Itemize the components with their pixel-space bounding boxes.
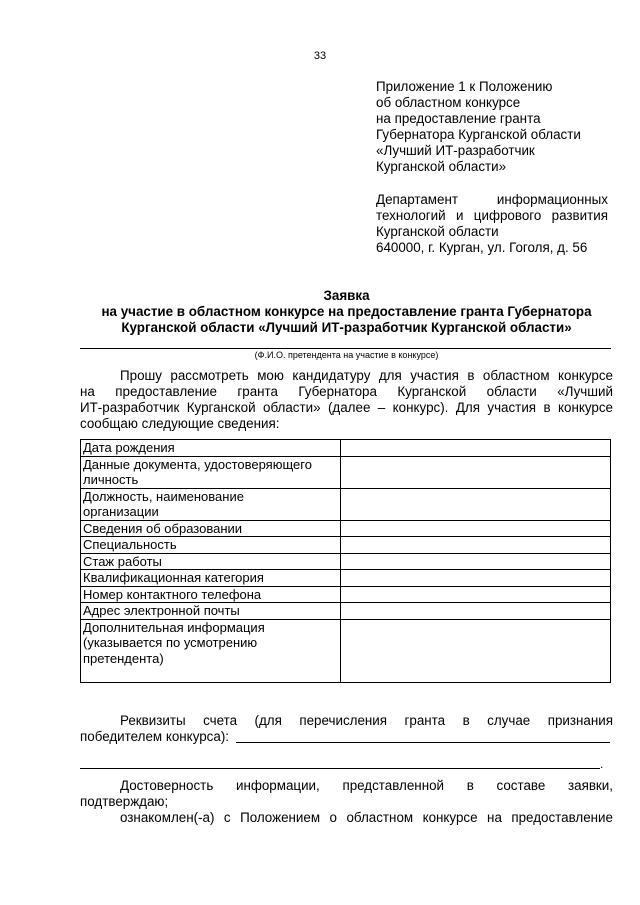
label-line: личность (83, 472, 139, 487)
table-row (81, 619, 611, 682)
row-label (81, 603, 341, 620)
appendix-line: «Лучший ИТ-разработчик (376, 143, 535, 158)
table-row (81, 440, 611, 457)
appendix-line: на предоставление гранта (376, 111, 541, 126)
row-label (81, 520, 341, 537)
table-row (81, 586, 611, 603)
appendix-line: Приложение 1 к Положению (376, 79, 553, 94)
row-label (81, 553, 341, 570)
fio-line (80, 348, 611, 349)
label-line: Адрес электронной почты (83, 603, 240, 618)
row-value-cell[interactable] (340, 520, 610, 537)
row-value-cell[interactable] (340, 603, 610, 620)
row-label (81, 570, 341, 587)
label-line: Сведения об образовании (83, 520, 243, 536)
label-line: (указывается по усмотрению (83, 635, 258, 650)
title-line: на участие в областном конкурсе на предоставление гранта Губернатора (101, 304, 592, 319)
paragraph-line: на предоставление гранта Губернатора Курганской области «Лучший (80, 384, 613, 399)
label-line: Дополнительная информация (83, 619, 265, 635)
row-value-cell[interactable] (340, 619, 610, 682)
department-word: Департамент (376, 192, 458, 207)
label-line: Данные документа, удостоверяющего (83, 456, 312, 472)
appendix-line: Губернатора Курганской области (376, 127, 581, 142)
paragraph-line: Достоверность информации, представленной в составе заявки, (120, 778, 613, 793)
title-heading: Заявка (323, 288, 370, 303)
paragraph-line: подтверждаю; (80, 794, 169, 809)
row-value-cell[interactable] (340, 440, 610, 457)
row-value-cell[interactable] (340, 553, 610, 570)
table-row (81, 520, 611, 537)
table-row (81, 553, 611, 570)
applicant-info-table (80, 439, 611, 683)
row-label (81, 456, 341, 488)
department-line-4: 640000, г. Курган, ул. Гоголя, д. 56 (376, 240, 588, 255)
row-value-cell[interactable] (340, 570, 610, 587)
row-label (81, 586, 341, 603)
label-line: Номер контактного телефона (83, 586, 262, 602)
label-line: претендента) (83, 650, 164, 666)
appendix-reference (376, 79, 608, 175)
row-value-cell[interactable] (340, 537, 610, 554)
row-value-cell[interactable] (340, 586, 610, 603)
paragraph-line: сообщаю следующие сведения: (80, 416, 280, 431)
end-mark: . (600, 757, 604, 771)
paragraph-line: Прошу рассмотреть мою кандидатуру для участия в областном конкурсе (120, 368, 613, 383)
department-line-3: Курганской области (376, 224, 499, 239)
table-row (81, 488, 611, 520)
row-label (81, 440, 341, 457)
title-line: Курганской области «Лучший ИТ-разработчик Курганской области» (121, 320, 572, 335)
department-address (376, 192, 608, 256)
label-line: Стаж работы (83, 553, 162, 569)
fio-caption: (Ф.И.О. претендента на участие в конкурсе) (254, 350, 439, 360)
row-label (81, 537, 341, 554)
table-row (81, 456, 611, 488)
paragraph-line: победителем конкурса): (80, 729, 230, 744)
confirmation-paragraph (80, 778, 613, 826)
department-line-2: технологий и цифрового развития (376, 208, 608, 223)
appendix-line: Курганской области» (376, 159, 507, 174)
department-word: информационных (496, 192, 608, 207)
paragraph-line: ИТ-разработчик Курганской области» (далее – конкурс). Для участия в конкурсе (80, 400, 613, 415)
row-label (81, 488, 341, 520)
paragraph-line: ознакомлен(-а) с Положением о областном конкурсе на предоставление (120, 810, 613, 825)
table-row (81, 570, 611, 587)
row-label (81, 619, 341, 682)
table-row (81, 537, 611, 554)
request-paragraph (80, 368, 613, 432)
appendix-line: об областном конкурсе (376, 95, 521, 110)
requisites-blank-line-2[interactable] (80, 768, 600, 769)
page-number: 33 (313, 50, 327, 62)
label-line: Дата рождения (83, 440, 175, 455)
row-value-cell[interactable] (340, 488, 610, 520)
label-line: Специальность (83, 537, 177, 552)
label-line: Должность, наименование (83, 488, 244, 504)
label-line: Квалификационная категория (83, 570, 264, 585)
paragraph-line: Реквизиты счета (для перечисления гранта в случае признания (120, 713, 613, 728)
table-row (81, 603, 611, 620)
row-value-cell[interactable] (340, 456, 610, 488)
requisites-paragraph (80, 713, 613, 745)
document-title (80, 288, 613, 336)
department-line-1 (376, 192, 608, 208)
label-line: организации (83, 504, 159, 519)
requisites-blank-line[interactable] (236, 742, 610, 743)
